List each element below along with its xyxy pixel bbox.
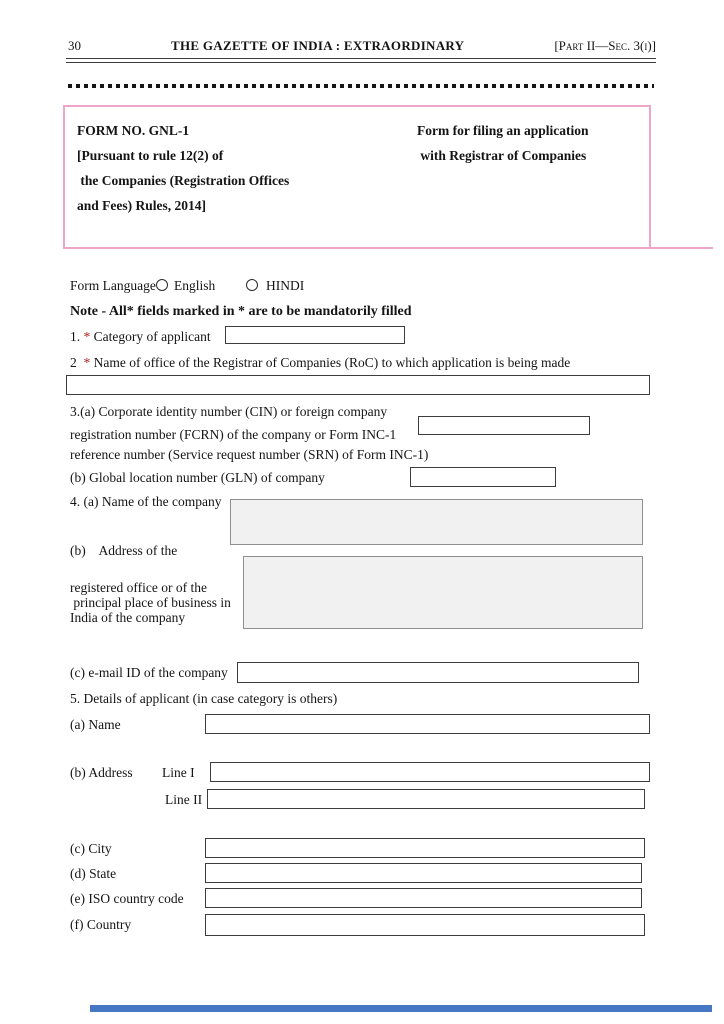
address-line1-label: Line I — [162, 765, 195, 780]
mandatory-note: Note - All* fields marked in * are to be mandatorily filled — [70, 304, 412, 319]
cin-label-line-3: reference number (Service request number (SRN) of Form INC-1) — [70, 447, 429, 462]
cin-label-line-1: 3.(a) Corporate identity number (CIN) or foreign company — [70, 404, 388, 419]
registered-office-label-line-2: principal place of business in — [70, 595, 231, 610]
iso-country-code-input[interactable] — [205, 888, 642, 908]
applicant-details-heading: 5. Details of applicant (in case category is others) — [70, 691, 338, 706]
applicant-name-label: (a) Name — [70, 717, 121, 732]
gln-label: (b) Global location number (GLN) of company — [70, 470, 325, 485]
field1-number: 1. — [70, 329, 84, 344]
state-label: (d) State — [70, 866, 117, 881]
form-header-box-bottom-rule — [63, 247, 713, 249]
page-number: 30 — [68, 38, 81, 53]
field1-text: Category of applicant — [90, 329, 211, 344]
bottom-blue-bar — [90, 1005, 712, 1012]
field1-required-star: * — [83, 329, 91, 344]
category-of-applicant-input[interactable] — [225, 326, 405, 344]
iso-country-code-label: (e) ISO country code — [70, 891, 184, 906]
registered-office-label-line-1: registered office or of the — [70, 580, 207, 595]
registered-office-label-top: (b) Address of the — [70, 543, 178, 558]
part-section-label: [Part II—Sec. 3(i)] — [554, 38, 656, 53]
field2-text: Name of office of the Registrar of Companies (RoC) to which application is being made — [90, 355, 571, 370]
country-label: (f) Country — [70, 917, 132, 932]
form-header-box — [63, 105, 651, 247]
city-input[interactable] — [205, 838, 645, 858]
form-number: FORM NO. GNL-1 — [77, 123, 190, 138]
english-radio-label[interactable]: English — [174, 278, 216, 293]
english-radio[interactable] — [156, 279, 168, 291]
applicant-address-label: (b) Address — [70, 765, 133, 780]
gln-input[interactable] — [410, 467, 556, 487]
registered-office-address-textarea[interactable] — [243, 556, 643, 629]
field2-required-star: * — [83, 355, 91, 370]
address-line2-label: Line II — [165, 792, 203, 807]
hindi-radio-label[interactable]: HINDI — [266, 278, 305, 293]
form-purpose-line-2: with Registrar of Companies — [417, 148, 587, 163]
form-language-label: Form Language — [70, 278, 156, 293]
category-of-applicant-label — [70, 329, 211, 345]
cin-label-line-2: registration number (FCRN) of the company or Form INC-1 — [70, 427, 397, 442]
page-header — [68, 38, 656, 54]
email-input[interactable] — [237, 662, 639, 683]
form-purpose-line-1: Form for filing an application — [417, 123, 589, 138]
email-label: (c) e-mail ID of the company — [70, 665, 228, 680]
form-header-left-column — [77, 118, 289, 218]
header-double-rule — [66, 58, 656, 63]
company-name-textarea[interactable] — [230, 499, 643, 545]
dotted-separator — [68, 84, 654, 88]
form-header-right-column — [417, 118, 589, 168]
address-line2-input[interactable] — [207, 789, 645, 809]
roc-office-input[interactable] — [66, 375, 650, 395]
city-label: (c) City — [70, 841, 112, 856]
form-rule-line-3: and Fees) Rules, 2014] — [77, 198, 206, 213]
form-rule-line-2: the Companies (Registration Offices — [77, 173, 290, 188]
roc-office-label — [70, 355, 570, 371]
company-name-label: 4. (a) Name of the company — [70, 494, 222, 509]
registered-office-label-line-3: India of the company — [70, 610, 186, 625]
applicant-name-input[interactable] — [205, 714, 650, 734]
gazette-title: THE GAZETTE OF INDIA : EXTRAORDINARY — [170, 38, 465, 53]
field2-number: 2 — [70, 355, 84, 370]
hindi-radio[interactable] — [246, 279, 258, 291]
state-input[interactable] — [205, 863, 642, 883]
address-line1-input[interactable] — [210, 762, 650, 782]
country-input[interactable] — [205, 914, 645, 936]
cin-fcrn-input[interactable] — [418, 416, 590, 435]
form-rule-line-1: [Pursuant to rule 12(2) of — [77, 148, 224, 163]
form-language-row — [70, 278, 490, 298]
